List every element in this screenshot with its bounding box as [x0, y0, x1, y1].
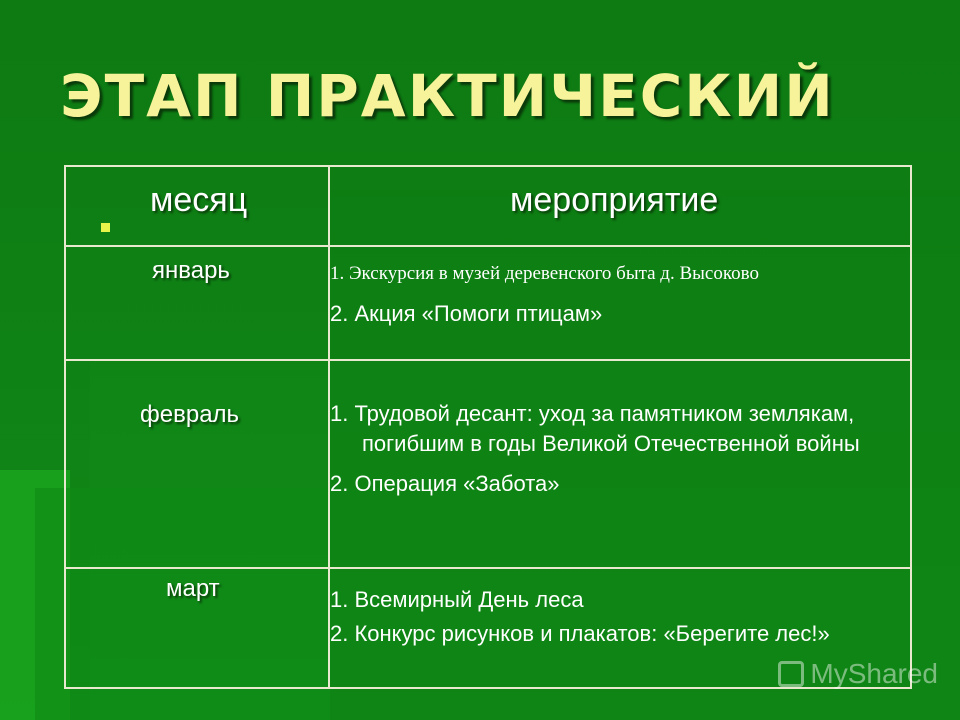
watermark-text: MyShared	[810, 658, 938, 689]
table-row	[65, 360, 911, 568]
watermark	[778, 658, 938, 690]
event-item: 2. Акция «Помоги птицам»	[330, 301, 603, 326]
events-cell	[329, 246, 911, 360]
event-item: 2. Конкурс рисунков и плакатов: «Берегите лес!»	[330, 621, 830, 646]
activity-table	[64, 165, 912, 689]
table-header-row	[65, 166, 911, 246]
month-cell: январь	[65, 246, 329, 360]
header-event: мероприятие	[329, 166, 911, 246]
slide-title: ЭТАП ПРАКТИЧЕСКИЙ	[60, 62, 835, 130]
event-item: 1. Экскурсия в музей деревенского быта д. Высоково	[330, 263, 759, 284]
month-cell: февраль	[65, 360, 329, 568]
event-item: 1. Всемирный День леса	[330, 587, 584, 612]
header-month-label: месяц	[150, 181, 248, 219]
table-row	[65, 246, 911, 360]
events-cell	[329, 360, 911, 568]
month-cell: март	[65, 568, 329, 688]
bullet-icon	[101, 223, 110, 232]
event-item: 1. Трудовой десант: уход за памятником землякам, погибшим в годы Великой Отечественной войны	[330, 401, 860, 456]
event-item: 2. Операция «Забота»	[330, 471, 560, 496]
watermark-logo-icon	[778, 661, 804, 687]
header-month	[65, 166, 329, 246]
